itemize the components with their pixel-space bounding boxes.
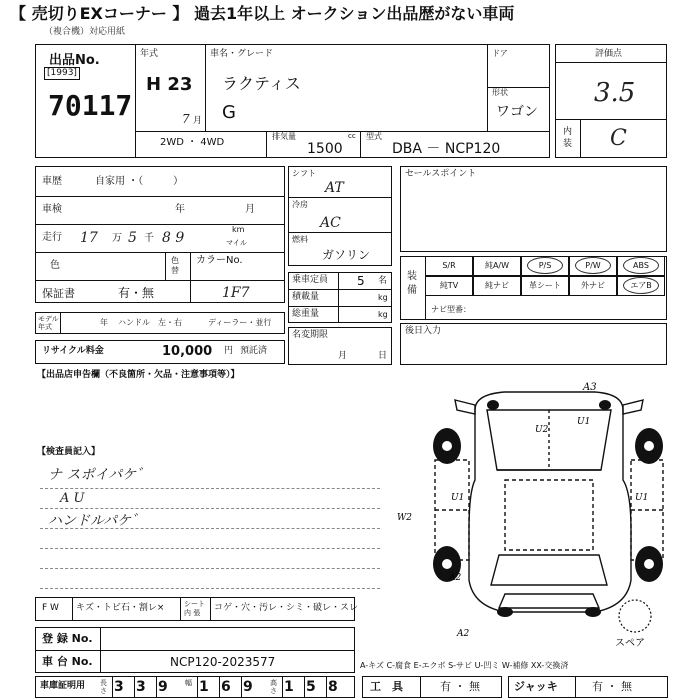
legend: A-キズ C-腐食 E-エクボ S-サビ U-凹ミ W-補修 XX-交換済 <box>360 661 569 670</box>
year-value: H 23 <box>146 74 193 95</box>
inspection-label: 車検 <box>42 204 62 215</box>
dimension-digit: 5 <box>306 679 316 695</box>
circle-mark <box>575 257 611 274</box>
inspector-note-3: ハンドルパケ゛ <box>48 513 146 529</box>
recycle-note: 預託済 <box>240 346 268 356</box>
equipment-item: 純TV <box>425 276 473 296</box>
later-input-label: 後日入力 <box>405 326 442 336</box>
score-value: 3.5 <box>594 78 636 108</box>
equipment-label: 装備 <box>407 271 417 296</box>
equipment-item: 外ナビ <box>569 276 617 296</box>
reg-label: 登 録 No. <box>42 632 93 645</box>
warranty-label: 保証書 <box>42 287 75 300</box>
mileage-hand3: 8 9 <box>162 230 185 246</box>
door-label: ドア <box>492 49 508 58</box>
mileage-man: 万 <box>112 233 122 244</box>
drive-label: 2WD ・ 4WD <box>160 137 225 148</box>
grade: G <box>222 102 236 123</box>
name-change-label: 名変期限 <box>292 330 329 340</box>
shape-label: 形状 <box>492 88 508 97</box>
ruled-line <box>40 548 380 549</box>
name-change-month: 月 <box>338 351 348 361</box>
dimension-digit: 6 <box>221 679 231 695</box>
ruled-line <box>40 488 380 489</box>
jack-value: 有 ・ 無 <box>592 680 632 693</box>
handle-value: 左・右 <box>158 318 182 327</box>
model-year-label: モデル年式 <box>38 315 59 331</box>
mileage-label: 走行 <box>42 232 62 243</box>
equipment-item: P/W <box>569 256 617 276</box>
color-no-value: 1F7 <box>222 285 250 301</box>
recycle-label: リサイクル料金 <box>42 346 104 356</box>
shift-label: シフト <box>292 169 316 178</box>
color-change: 色替 <box>171 256 179 275</box>
equipment-item: P/S <box>521 256 569 276</box>
car-damage-diagram <box>395 380 695 650</box>
subheader: （複合機）対応用紙 <box>44 27 126 37</box>
dimension-label: 幅 <box>185 679 192 687</box>
mileage-unit: km <box>232 225 245 234</box>
lot-label: 出品No. <box>49 53 100 68</box>
month-unit: 月 <box>193 116 203 126</box>
type-value: DBA － NCP120 <box>392 141 501 157</box>
dimension-digit: 9 <box>158 679 168 695</box>
inspection-year: 年 <box>175 204 185 215</box>
sales-label: セールスポイント <box>405 169 477 179</box>
mark-u1-top: U1 <box>577 417 591 427</box>
chassis-label: 車 台 No. <box>42 655 93 668</box>
fuel-label: 燃料 <box>292 235 308 244</box>
tools-value: 有 ・ 無 <box>440 680 480 693</box>
certificate-label: 車庫証明用 <box>40 681 86 691</box>
displacement-unit: cc <box>348 132 356 140</box>
shift-value: AT <box>325 180 344 196</box>
equipment-item: 純ナビ <box>473 276 521 296</box>
interior-value: C <box>610 126 627 151</box>
equipment-item: S/R <box>425 256 473 276</box>
equipment-item: 革シート <box>521 276 569 296</box>
year-label: 年式 <box>140 49 159 59</box>
ac-label: 冷房 <box>292 200 308 209</box>
ruled-line <box>40 588 380 589</box>
seats-label: 乗車定員 <box>292 275 329 285</box>
weight-label: 総重量 <box>292 309 320 319</box>
month-value: 7 <box>182 112 190 126</box>
seats-unit: 名 <box>378 276 388 286</box>
mark-u1-left: U1 <box>451 493 465 503</box>
history-label: 車歴 <box>42 176 62 187</box>
spare-label: スペア <box>615 638 645 649</box>
dimension-digit: 3 <box>114 679 124 695</box>
shape-value: ワゴン <box>496 104 538 120</box>
recycle-unit: 円 <box>224 346 234 356</box>
equipment-item: ABS <box>617 256 665 276</box>
interior-label: 内装 <box>563 127 573 149</box>
history-value: 自家用 ・（ ） <box>95 176 184 187</box>
type-label: 型式 <box>366 132 382 141</box>
dimension-digit: 1 <box>284 679 294 695</box>
header-banner: 【 売切りEXコーナー 】 過去1年以上 オークション出品歴がない車両 <box>10 4 515 23</box>
inspector-note-2: A U <box>60 491 85 506</box>
mileage-sen: 千 <box>144 233 154 244</box>
tools-label: 工 具 <box>370 680 403 693</box>
seat-label: シート内 張 <box>184 600 205 617</box>
load-unit: kg <box>378 293 388 302</box>
warranty-value: 有・無 <box>118 286 155 300</box>
inspection-month: 月 <box>245 204 255 215</box>
chassis-value: NCP120-2023577 <box>170 655 276 669</box>
mark-u1-right: U1 <box>635 493 649 503</box>
report-heading: 【出品店申告欄（不良箇所・欠品・注意事項等）】 <box>37 370 240 380</box>
displacement-label: 排気量 <box>272 132 296 141</box>
color-label: 色 <box>50 260 60 271</box>
dimension-digit: 1 <box>199 679 209 695</box>
mark-a2-rear: A2 <box>449 573 462 583</box>
mileage-hand2: 5 <box>128 230 137 246</box>
mileage-hand: 17 <box>80 230 98 246</box>
model-name: ラクティス <box>222 74 301 93</box>
fw-label: F W <box>42 603 59 613</box>
dimension-digit: 3 <box>136 679 146 695</box>
dimension-label: 高さ <box>270 679 277 695</box>
seats-value: 5 <box>357 274 365 288</box>
inspector-note-1: ナ スポイパケ゛ <box>48 467 151 483</box>
equipment-item: 純A/W <box>473 256 521 276</box>
dimension-digit: 8 <box>328 679 338 695</box>
weight-unit: kg <box>378 310 388 319</box>
lot-bracket: [1993] <box>44 67 80 80</box>
ac-value: AC <box>320 215 341 231</box>
mileage-mile: マイル <box>226 239 247 247</box>
lot-number: 70117 <box>48 89 133 122</box>
displacement-value: 1500 <box>307 141 343 157</box>
dimension-digit: 9 <box>243 679 253 695</box>
circle-mark <box>623 257 659 274</box>
fw-value: キズ・トビ石・割レ× <box>76 603 165 613</box>
handle-label: ハンドル <box>118 318 150 327</box>
mark-a2-bottom: A2 <box>457 629 470 639</box>
ruled-line <box>40 568 380 569</box>
color-no-label: カラーNo. <box>196 255 243 266</box>
fuel-value: ガソリン <box>322 248 371 262</box>
score-label: 評価点 <box>595 49 623 59</box>
model-label: 車名・グレード <box>210 49 274 59</box>
name-change-day: 日 <box>378 351 388 361</box>
jack-label: ジャッキ <box>514 680 558 693</box>
ruled-line <box>40 508 380 509</box>
equipment-item: エアB <box>617 276 665 296</box>
load-label: 積載量 <box>292 292 320 302</box>
recycle-value: 10,000 <box>162 344 213 359</box>
model-year-unit: 年 <box>100 318 108 327</box>
seat-value: コゲ・穴・汚レ・シミ・破レ・スレ <box>214 603 359 613</box>
dimension-label: 長さ <box>100 679 107 695</box>
mark-w2-left: W2 <box>397 513 412 523</box>
circle-mark <box>527 257 563 274</box>
mark-u2-front: U2 <box>535 425 549 435</box>
dealer-label: ディーラー・並行 <box>208 318 272 327</box>
mark-a3: A3 <box>583 382 597 393</box>
navi-label: ナビ型番： <box>431 305 471 314</box>
inspector-heading: 【検査員記入】 <box>37 447 101 457</box>
